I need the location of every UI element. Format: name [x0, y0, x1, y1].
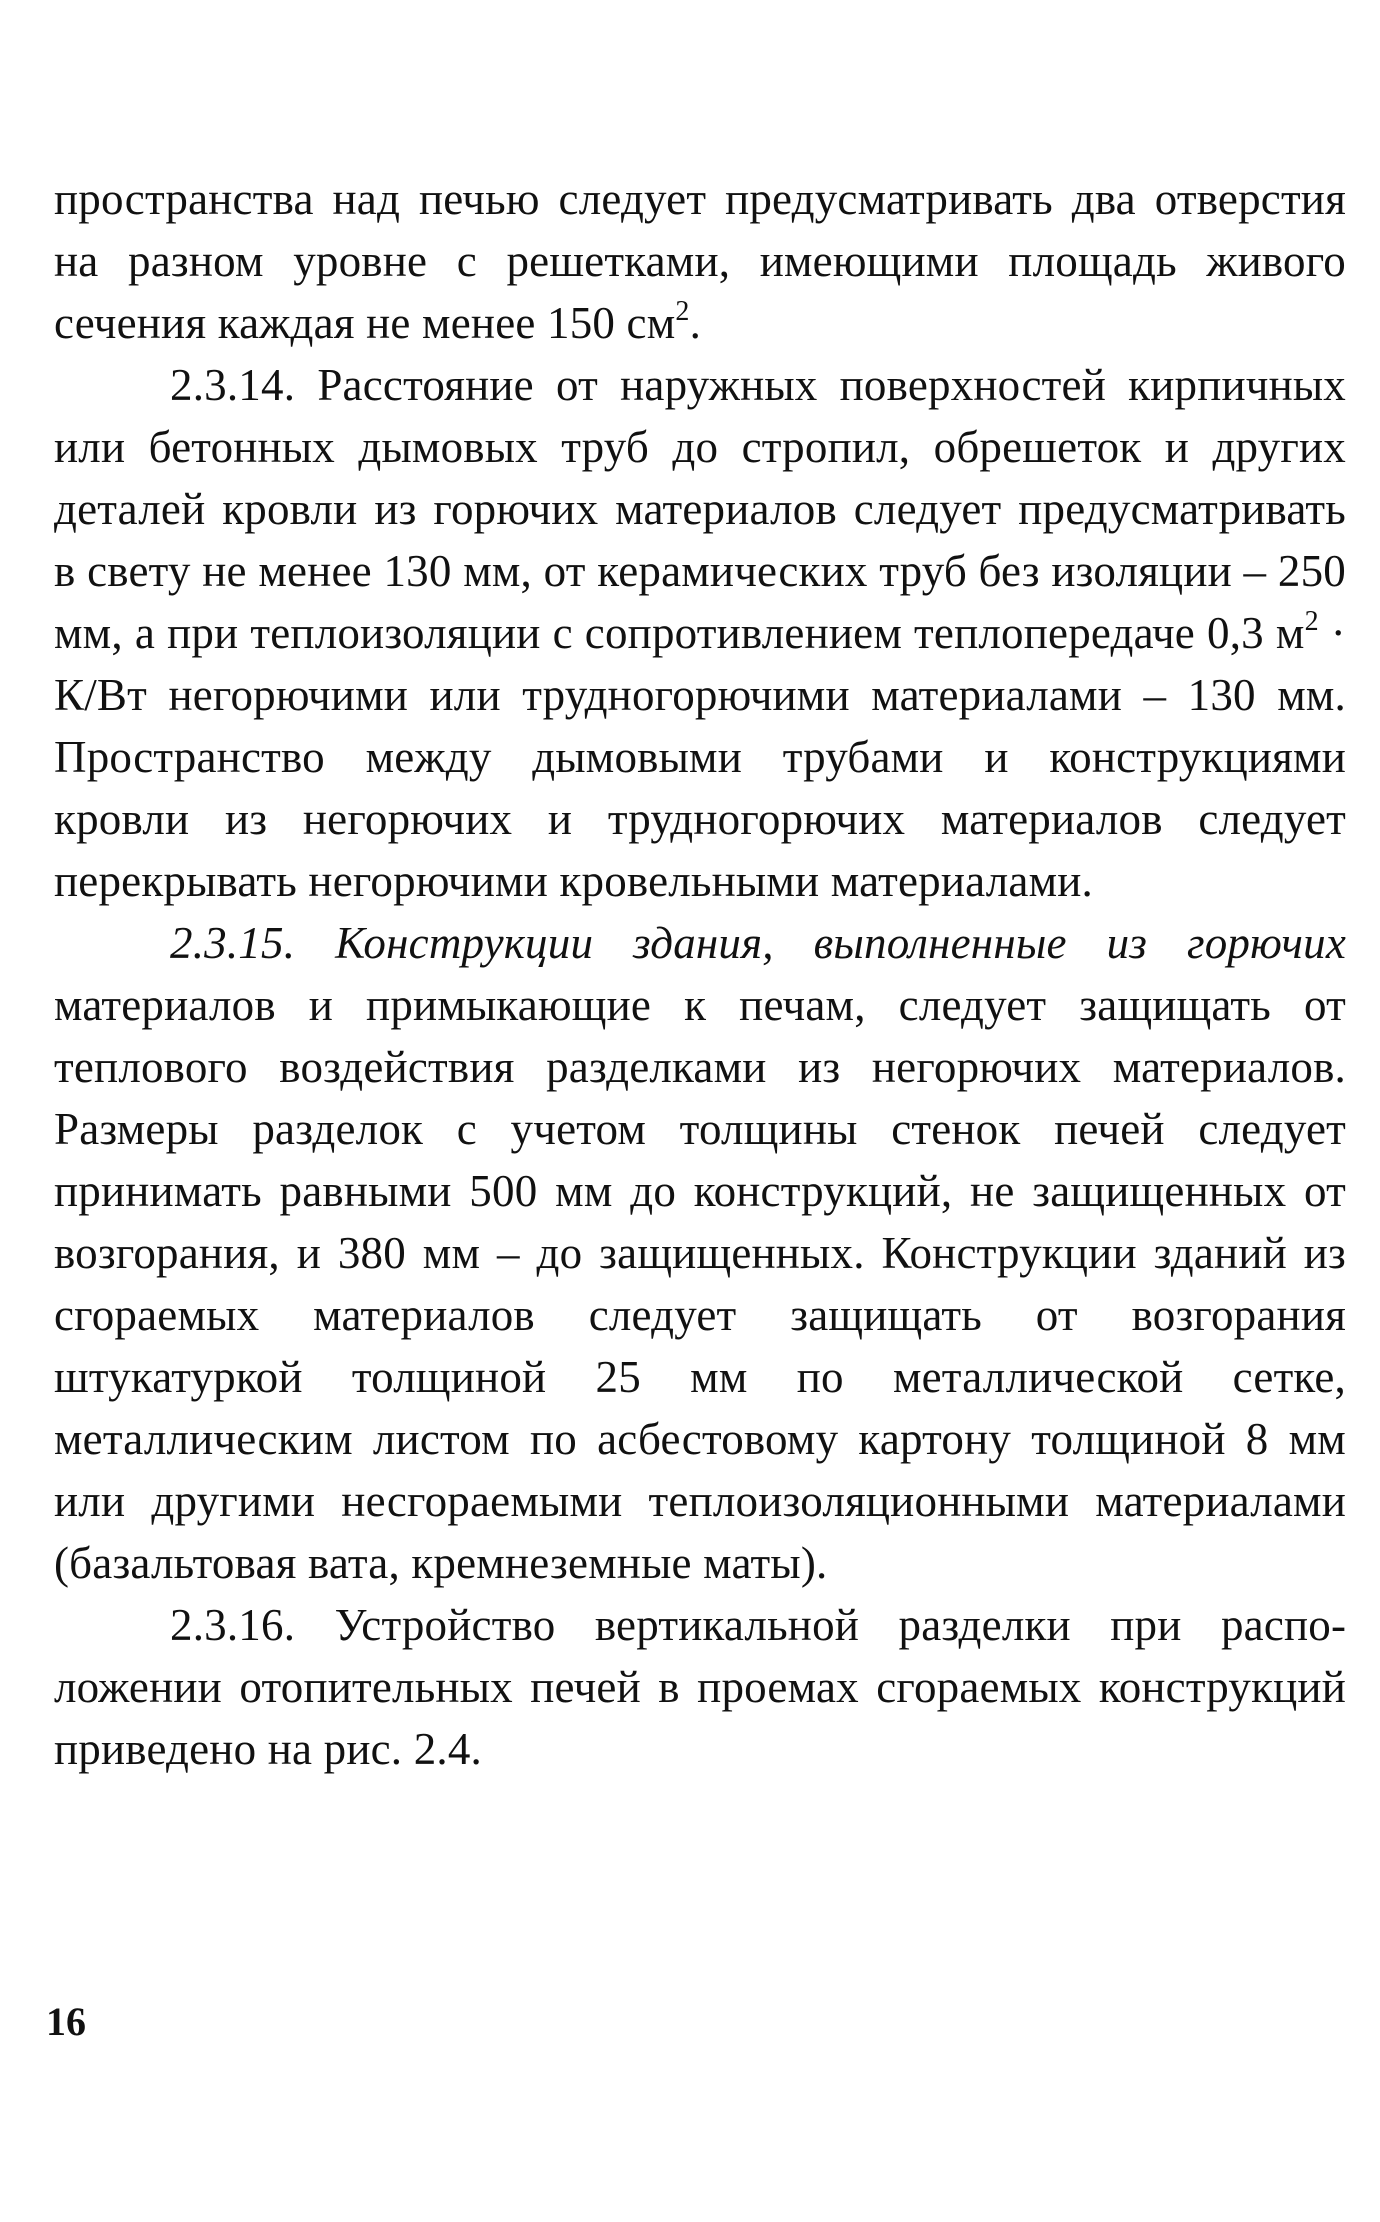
- clause-italic-lead: Конструкции здания, выполненные из горючих: [335, 918, 1346, 968]
- clause-text-continued: · К/Вт негорючими или трудногорючими материалами – 130 мм. Пространство между дымовыми трубами и конструкциями кровли из негорючих и трудногорючих материалов следует перекрывать негорючими кровельными материалами.: [54, 608, 1346, 906]
- paragraph-continuation: [54, 168, 1346, 354]
- clause-text: материалов и примыкающие к печам, следует защищать от теплового воздействия разделками из негорючих материалов. Размеры разделок с учетом толщины стенок печей следует принимать равными 500 мм до конструкций, не защищенных от возгорания, и 380 мм – до защищенных. Конструкции зданий из сгораемых материалов следует защищать от возгорания штукатуркой толщиной 25 мм по металлической сетке, металлическим листом по асбестовому картону толщиной 8 мм или другими несгораемыми теплоизоляционными материалами (базальтовая вата, кремнеземные маты).: [54, 980, 1346, 1588]
- clause-number: 2.3.14.: [170, 360, 296, 410]
- paragraph-text: пространства над печью следует предусматривать два отверстия на разном уровне с решетками, имеющими площадь живого сечения каждая не менее 150 см: [54, 174, 1346, 348]
- clause-text: Устройство вертикальной разделки при расположении отопительных печей в проемах сгораемых конструкций приведено на рис. 2.4.: [54, 1600, 1347, 1774]
- page-number: 16: [46, 1999, 86, 2044]
- clause-number: 2.3.16.: [170, 1600, 296, 1650]
- clause-text: Расстояние от наружных поверхностей кирпичных или бетонных дымовых труб до стропил, обрешеток и других деталей кровли из горючих материалов следует предусматривать в свету не менее 130 мм, от керамических труб без изоляции – 250 мм, а при теплоизоляции с сопротивлением теплопередаче 0,3 м: [54, 360, 1347, 658]
- text-body: [54, 168, 1346, 1780]
- clause-2-3-14: [54, 354, 1346, 912]
- superscript: 2: [675, 296, 690, 327]
- clause-number: 2.3.15.: [170, 918, 296, 968]
- clause-2-3-15: [54, 912, 1346, 1594]
- superscript: 2: [1304, 606, 1319, 637]
- clause-2-3-16: [54, 1594, 1346, 1780]
- paragraph-tail: .: [689, 298, 702, 348]
